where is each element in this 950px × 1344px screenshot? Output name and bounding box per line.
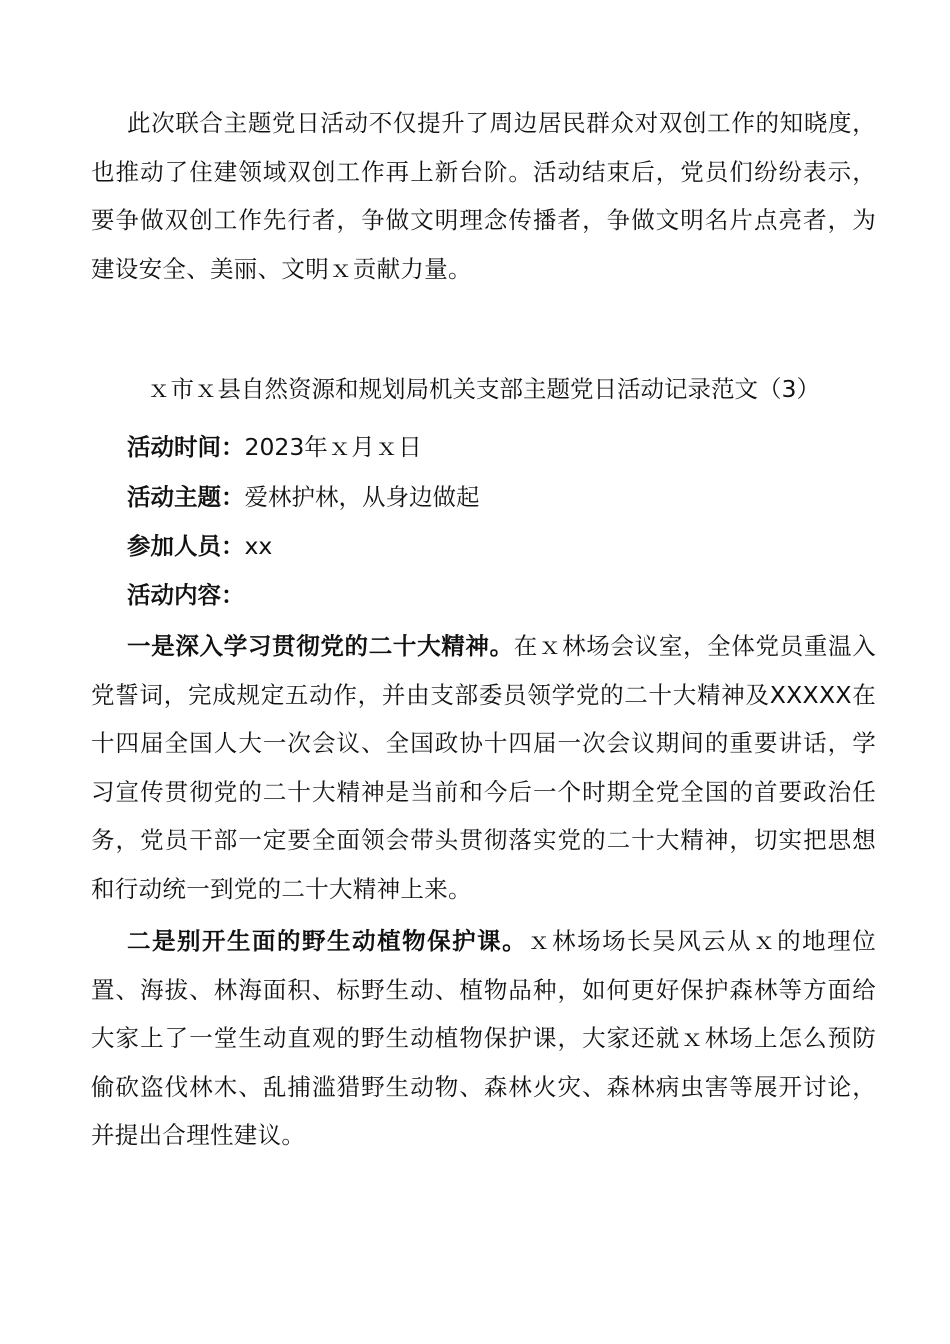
field-activity-time bbox=[127, 427, 422, 467]
field-participants-value: xx bbox=[244, 532, 273, 560]
section-two-paragraph bbox=[91, 917, 876, 1160]
field-activity-time-value: 2023年ｘ月ｘ日 bbox=[244, 433, 422, 461]
intro-paragraph-text: 此次联合主题党日活动不仅提升了周边居民群众对双创工作的知晓度，也推动了住建领域双创工作再上新台阶。活动结束后，党员们纷纷表示，要争做双创工作先行者，争做文明理念传播者，争做文明名片点亮者，为建设安全、美丽、文明ｘ贡献力量。 bbox=[91, 109, 876, 283]
field-activity-theme-label: 活动主题： bbox=[127, 483, 245, 511]
field-activity-theme-value: 爱林护林，从身边做起 bbox=[244, 483, 480, 511]
section-one-paragraph bbox=[91, 622, 876, 913]
section-one-heading: 一是深入学习贯彻党的二十大精神。 bbox=[127, 632, 514, 660]
field-participants-label: 参加人员： bbox=[127, 532, 245, 560]
section-two-body: ｘ林场场长吴风云从ｘ的地理位置、海拔、林海面积、标野生动、植物品种，如何更好保护森林等方面给大家上了一堂生动直观的野生动植物保护课，大家还就ｘ林场上怎么预防偷砍盗伐林木、乱捕滥猎野生动物、森林火灾、森林病虫害等展开讨论，并提出合理性建议。 bbox=[91, 927, 876, 1149]
field-activity-content-label: 活动内容： bbox=[127, 581, 245, 609]
section-one-body: 在ｘ林场会议室，全体党员重温入党誓词，完成规定五动作，并由支部委员领学党的二十大精神及XXXXX在十四届全国人大一次会议、全国政协十四届一次会议期间的重要讲话，学习宣传贯彻党的二十大精神是当前和今后一个时期全党全国的首要政治任务，党员干部一定要全面领会带头贯彻落实党的二十大精神，切实把思想和行动统一到党的二十大精神上来。 bbox=[91, 632, 877, 903]
field-participants bbox=[127, 526, 272, 566]
record-title: ｘ市ｘ县自然资源和规划局机关支部主题党日活动记录范文（3） bbox=[147, 375, 820, 403]
intro-paragraph bbox=[91, 99, 876, 293]
field-activity-theme bbox=[127, 477, 480, 517]
section-two-heading: 二是别开生面的野生动植物保护课。 bbox=[127, 927, 528, 955]
field-activity-time-label: 活动时间： bbox=[127, 433, 245, 461]
field-activity-content bbox=[127, 575, 245, 615]
